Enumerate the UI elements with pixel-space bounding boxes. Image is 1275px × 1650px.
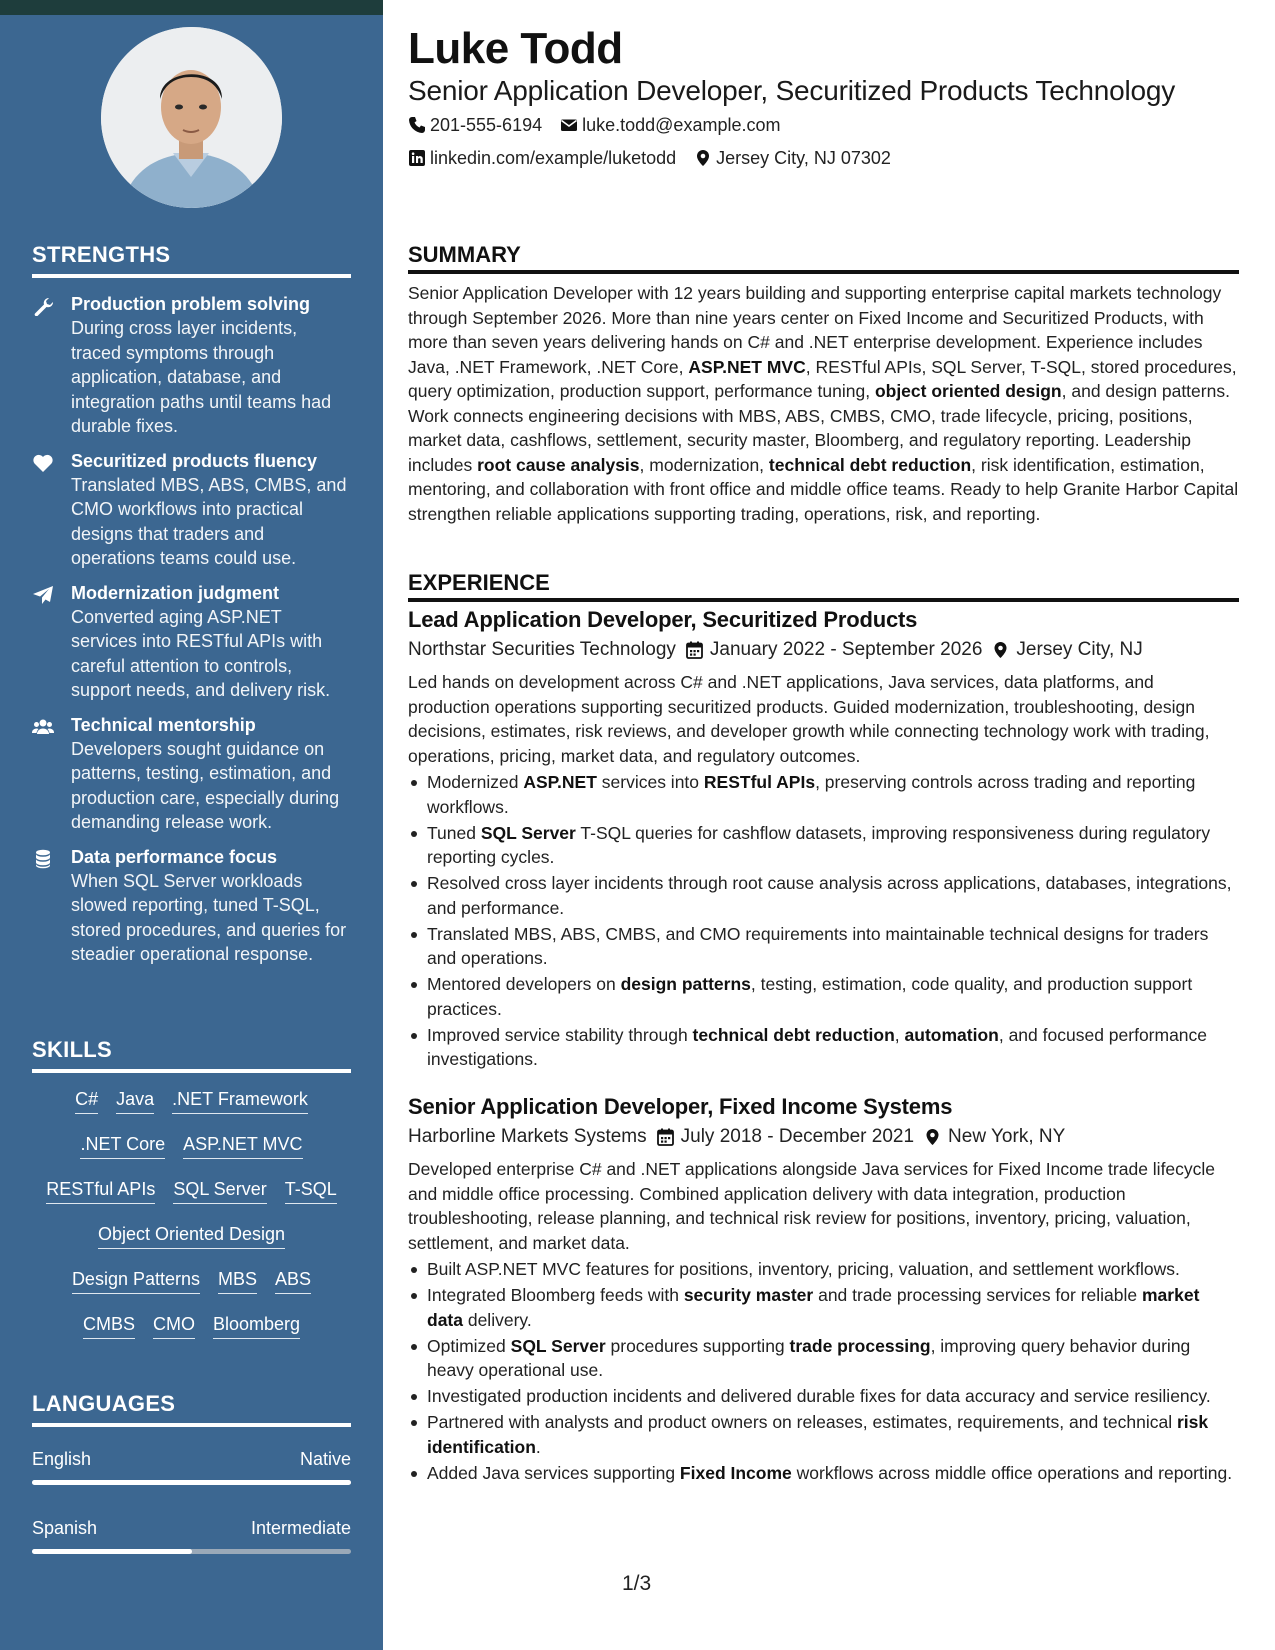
skill-row xyxy=(32,1267,351,1312)
skill-row xyxy=(32,1222,351,1267)
map-pin-icon xyxy=(694,149,712,167)
skill-tag: Java xyxy=(116,1087,154,1114)
skill-tag: RESTful APIs xyxy=(46,1177,155,1204)
skill-row xyxy=(32,1312,351,1357)
text-run: Translated MBS, ABS, CMBS, and CMO requirements into maintainable technical designs for traders and operations. xyxy=(427,923,1209,968)
text-run: Investigated production incidents and delivered durable fixes for data accuracy and service resiliency. xyxy=(427,1386,1211,1406)
bold-text: SQL Server xyxy=(480,822,576,843)
job-bullets xyxy=(408,1257,1239,1485)
paper-plane-icon xyxy=(32,585,54,605)
phone-number: 201-555-6194 xyxy=(430,115,543,135)
text-run: Senior Application Developer with 12 years building and supporting enterprise capital markets technology through September 2026. More than nine years center on Fixed Income and Securitized Products, with more than seven years delivering hands on C# and .NET enterprise development. Experience includes Java, .NET Framework, .NET Core, xyxy=(408,283,1222,377)
bold-text: object oriented design xyxy=(874,381,1062,401)
job-entry xyxy=(408,606,1239,1073)
summary-rule xyxy=(408,270,1239,274)
bold-text: RESTful APIs xyxy=(703,772,816,792)
text-run: , xyxy=(894,1024,905,1045)
job-meta xyxy=(408,637,1239,663)
bold-text: SQL Server xyxy=(510,1335,606,1356)
skill-tag: ASP.NET MVC xyxy=(183,1132,302,1159)
language-level-bar xyxy=(32,1480,351,1485)
skill-tag: MBS xyxy=(218,1267,257,1294)
text-run: services into xyxy=(596,772,704,792)
bullet-item xyxy=(408,1461,1239,1486)
strength-item xyxy=(32,845,351,967)
avatar-portrait-image xyxy=(101,27,282,208)
text-run: , and design patterns. Work connects engineering decisions with MBS, ABS, CMBS, CMO, trade lifecycle, pricing, positions, market data, cashflows, settlement, security master, Bloomberg, and regulatory reporting. Leadership includes xyxy=(408,381,1230,475)
skills-list xyxy=(32,1087,351,1357)
summary-text xyxy=(408,281,1239,526)
candidate-headline: Senior Application Developer, Securitized Products Technology xyxy=(408,75,1176,106)
text-run: delivery. xyxy=(462,1309,532,1330)
bullet-item xyxy=(408,922,1239,971)
bullet-item xyxy=(408,972,1239,1021)
text-run: . xyxy=(535,1436,541,1457)
strength-item xyxy=(32,713,351,835)
skill-tag: Design Patterns xyxy=(72,1267,200,1294)
bullet-item xyxy=(408,1283,1239,1332)
strength-title: Data performance focus xyxy=(71,846,278,867)
strength-item xyxy=(32,581,351,703)
bold-text: ASP.NET xyxy=(523,772,597,792)
language-level-bar xyxy=(32,1549,351,1554)
strengths-section xyxy=(32,242,351,967)
skills-section xyxy=(32,1037,351,1357)
text-run: T-SQL queries for cashflow datasets, improving responsiveness during regulatory reporting cycles. xyxy=(427,822,1211,867)
bullet-item xyxy=(408,1334,1239,1383)
language-item xyxy=(32,1516,351,1585)
sidebar-top-band xyxy=(0,0,383,15)
skill-tag: C# xyxy=(75,1087,98,1114)
bullet-item xyxy=(408,821,1239,870)
language-level-fill xyxy=(32,1549,192,1554)
bullet-item xyxy=(408,871,1239,920)
skill-tag: CMBS xyxy=(83,1312,135,1339)
job-entry xyxy=(408,1093,1239,1487)
database-icon xyxy=(32,849,54,869)
skill-row xyxy=(32,1177,351,1222)
heart-icon xyxy=(32,453,54,473)
experience-heading: EXPERIENCE xyxy=(408,570,550,595)
bold-text: Fixed Income xyxy=(679,1462,792,1483)
job-meta xyxy=(408,1124,1239,1150)
wrench-icon xyxy=(32,296,54,316)
skill-tag: .NET Framework xyxy=(172,1087,308,1114)
text-run: , testing, estimation, code quality, and production support practices. xyxy=(427,974,1193,1019)
email-address: luke.todd@example.com xyxy=(582,115,781,135)
bullet-item xyxy=(408,1023,1239,1072)
bold-text: root cause analysis xyxy=(477,454,640,475)
text-run: Partnered with analysts and product owners on releases, estimates, requirements, and technical xyxy=(427,1412,1177,1432)
skill-tag: SQL Server xyxy=(173,1177,266,1204)
language-level: Native xyxy=(299,1449,351,1469)
bold-text: ASP.NET MVC xyxy=(688,356,806,377)
job-bullets xyxy=(408,770,1239,1072)
text-run: , risk identification, estimation, mentoring, and collaboration with front office and middle office teams. Ready to help Granite Harbor Capital strengthen reliable applications supporting trading, operations, risk, and reporting. xyxy=(408,454,1239,524)
languages-heading: LANGUAGES xyxy=(32,1391,176,1416)
bullet-item xyxy=(408,770,1239,819)
bullet-item xyxy=(408,1384,1239,1409)
calendar-icon xyxy=(686,641,703,659)
text-run: , preserving controls across trading and reporting workflows. xyxy=(427,772,1196,817)
language-level-fill xyxy=(32,1480,351,1485)
bold-text: technical debt reduction xyxy=(692,1024,895,1045)
strength-description: Converted aging ASP.NET services into RESTful APIs with careful attention to controls, support needs, and delivery risk. xyxy=(71,606,331,700)
job-dates: July 2018 - December 2021 xyxy=(680,1126,915,1147)
text-run: Integrated Bloomberg feeds with xyxy=(427,1285,684,1305)
location-text: Jersey City, NJ 07302 xyxy=(716,148,891,168)
strength-description: When SQL Server workloads slowed reporting, tuned T-SQL, stored procedures, and queries for steadier operational response. xyxy=(71,870,347,964)
contact-linkedin[interactable] xyxy=(408,147,676,169)
users-icon xyxy=(32,717,54,737)
strength-item xyxy=(32,292,351,439)
skill-tag: T-SQL xyxy=(285,1177,337,1204)
skill-tag: .NET Core xyxy=(80,1132,165,1159)
text-run: , RESTful APIs, SQL Server, T-SQL, stored procedures, query optimization, production support, performance tuning, xyxy=(408,356,1237,401)
text-run: Mentored developers on xyxy=(427,974,621,994)
job-company: Northstar Securities Technology xyxy=(408,639,676,660)
language-item xyxy=(32,1447,351,1516)
sidebar xyxy=(0,0,383,1650)
linkedin-url: linkedin.com/example/luketodd xyxy=(430,148,677,168)
text-run: Built ASP.NET MVC features for positions, inventory, pricing, valuation, and settlement workflows. xyxy=(427,1259,1180,1279)
bold-text: design patterns xyxy=(620,974,751,994)
strength-description: Translated MBS, ABS, CMBS, and CMO workflows into practical designs that traders and operations teams could use. xyxy=(71,474,347,568)
map-pin-icon xyxy=(924,1128,941,1146)
bold-text: automation xyxy=(904,1024,999,1045)
text-run: Optimized xyxy=(427,1335,511,1356)
strength-title: Production problem solving xyxy=(71,294,311,314)
language-name: English xyxy=(32,1449,92,1469)
strengths-heading: STRENGTHS xyxy=(32,242,171,267)
job-dates: January 2022 - September 2026 xyxy=(709,639,983,660)
text-run: procedures supporting xyxy=(605,1335,790,1356)
strength-title: Modernization judgment xyxy=(71,582,279,603)
text-run: Added Java services supporting xyxy=(427,1462,680,1483)
text-run: Improved service stability through xyxy=(427,1024,693,1045)
skills-rule xyxy=(32,1069,351,1073)
contact-location xyxy=(694,147,891,169)
map-pin-icon xyxy=(992,641,1009,659)
contact-phone[interactable] xyxy=(408,114,542,136)
job-description: Led hands on development across C# and .NET applications, Java services, data platforms, and production operations supporting securitized products. Guided modernization, troubleshooting, design decisions, estimates, risk reviews, and developer growth while connecting technology work with trading, operations, pricing, market data, and regulatory outcomes. xyxy=(408,672,1210,766)
skill-row xyxy=(32,1132,351,1177)
envelope-icon xyxy=(560,116,578,134)
strength-title: Technical mentorship xyxy=(71,714,256,735)
page-number: 1/3 xyxy=(622,1572,652,1595)
text-run: , modernization, xyxy=(639,454,769,475)
text-run: Resolved cross layer incidents through root cause analysis across applications, databases, integrations, and performance. xyxy=(427,873,1232,918)
candidate-name: Luke Todd xyxy=(408,24,623,73)
experience-rule xyxy=(408,598,1239,602)
calendar-icon xyxy=(657,1128,674,1146)
text-run: Tuned xyxy=(427,822,481,843)
avatar xyxy=(101,27,282,208)
language-level: Intermediate xyxy=(250,1518,351,1538)
skill-tag: ABS xyxy=(275,1267,311,1294)
job-title: Senior Application Developer, Fixed Income Systems xyxy=(408,1094,953,1119)
job-description: Developed enterprise C# and .NET applications alongside Java services for Fixed Income trade lifecycle and middle office processing. Combined application delivery with data integration, production troubleshooting, release planning, and technical risk review for positions, inventory, pricing, valuation, settlement, and market data. xyxy=(408,1159,1216,1253)
text-run: , improving query behavior during heavy operational use. xyxy=(427,1335,1191,1380)
summary-heading: SUMMARY xyxy=(408,242,521,267)
job-location: Jersey City, NJ xyxy=(1016,639,1143,660)
bold-text: market data xyxy=(427,1285,1200,1330)
job-title: Lead Application Developer, Securitized Products xyxy=(408,607,918,632)
bold-text: security master xyxy=(683,1285,814,1305)
text-run: , and focused performance investigations. xyxy=(427,1024,1208,1069)
skill-tag: Bloomberg xyxy=(213,1312,300,1339)
languages-section xyxy=(32,1391,351,1585)
skill-tag: Object Oriented Design xyxy=(98,1222,285,1249)
text-run: Modernized xyxy=(427,772,524,792)
bold-text: risk identification xyxy=(427,1412,1209,1457)
text-run: and trade processing services for reliable xyxy=(813,1285,1142,1305)
bullet-item xyxy=(408,1410,1239,1459)
bullet-item xyxy=(408,1257,1239,1282)
language-name: Spanish xyxy=(32,1518,98,1538)
job-location: New York, NY xyxy=(948,1126,1066,1147)
text-run: workflows across middle office operations and reporting. xyxy=(791,1462,1233,1483)
skills-heading: SKILLS xyxy=(32,1037,113,1062)
strength-description: Developers sought guidance on patterns, testing, estimation, and production care, especially during demanding release work. xyxy=(71,738,340,832)
skill-row xyxy=(32,1087,351,1132)
bold-text: trade processing xyxy=(789,1335,931,1356)
contact-row-2 xyxy=(408,147,891,169)
strength-item xyxy=(32,449,351,571)
linkedin-icon xyxy=(408,149,426,167)
strength-title: Securitized products fluency xyxy=(71,450,318,471)
strength-description: During cross layer incidents, traced symptoms through application, database, and integration paths until teams had durable fixes. xyxy=(71,318,332,436)
job-company: Harborline Markets Systems xyxy=(408,1126,647,1147)
phone-icon xyxy=(408,116,426,134)
skill-tag: CMO xyxy=(153,1312,195,1339)
contact-row xyxy=(408,114,780,136)
contact-email[interactable] xyxy=(560,114,780,136)
bold-text: technical debt reduction xyxy=(768,454,972,475)
